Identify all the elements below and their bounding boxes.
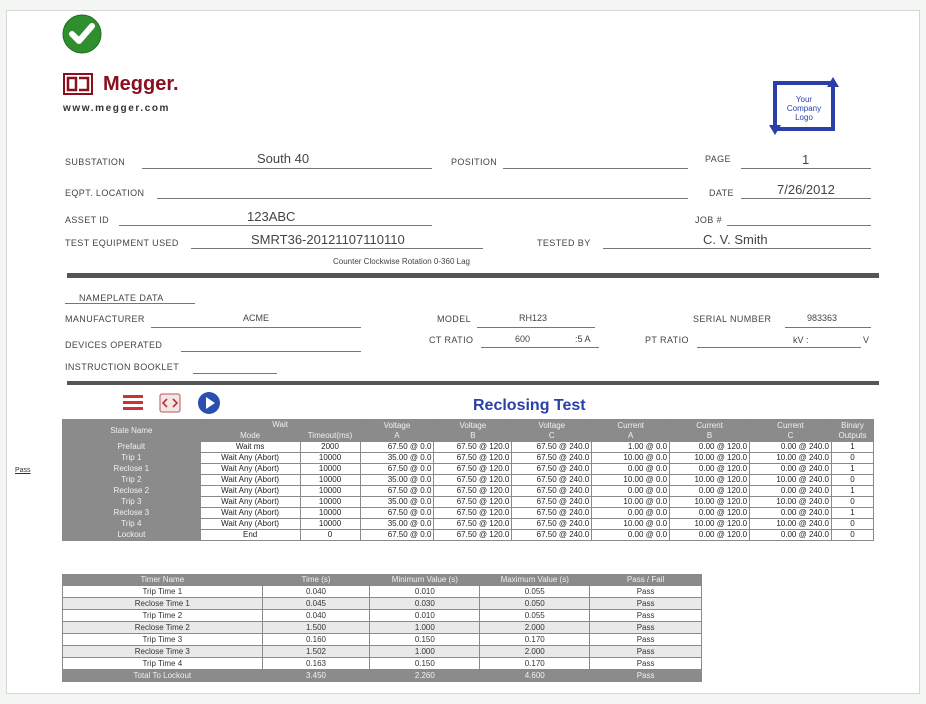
test-row (63, 497, 874, 508)
nameplate-underline (65, 303, 195, 304)
timer-row (63, 634, 702, 646)
model-value: RH123 (519, 313, 548, 323)
ct-underline (481, 347, 599, 348)
current-c-cell: 10.00 @ 240.0 (750, 475, 832, 486)
voltage-b-cell: 67.50 @ 120.0 (434, 475, 512, 486)
timeout-cell: 10000 (300, 497, 360, 508)
min-value-cell: 0.150 (370, 634, 480, 646)
voltage-b-cell: 67.50 @ 120.0 (434, 464, 512, 475)
current-c-cell: 0.00 @ 240.0 (750, 508, 832, 519)
voltage-a-cell: 67.50 @ 0.0 (360, 464, 434, 475)
test-row (63, 530, 874, 541)
voltage-b-cell: 67.50 @ 120.0 (434, 442, 512, 453)
binary-outputs-header: Binary Outputs (831, 420, 873, 442)
current-b-cell: 0.00 @ 120.0 (670, 486, 750, 497)
devices-underline (181, 351, 361, 352)
timer-name-cell: Trip Time 4 (63, 658, 263, 670)
test-row (63, 442, 874, 453)
min-value-header: Minimum Value (s) (370, 575, 480, 586)
pt-ratio-v: V (863, 335, 870, 345)
test-row (63, 519, 874, 530)
voltage-b-header: Voltage B (434, 420, 512, 442)
min-value-cell: 1.000 (370, 646, 480, 658)
pass-fail-cell: Pass (590, 610, 702, 622)
tested-by-label: TESTED BY (537, 238, 591, 248)
wait-mode-cell: Wait Any (Abort) (200, 464, 300, 475)
binary-output-cell: 1 (831, 464, 873, 475)
job-underline (727, 225, 871, 226)
test-row (63, 464, 874, 475)
timeout-cell: 2000 (300, 442, 360, 453)
current-c-cell: 10.00 @ 240.0 (750, 453, 832, 464)
reclosing-test-table (62, 419, 874, 541)
voltage-b-cell: 67.50 @ 120.0 (434, 530, 512, 541)
voltage-c-cell: 67.50 @ 240.0 (512, 442, 592, 453)
test-row (63, 453, 874, 464)
wait-mode-cell: End (200, 530, 300, 541)
manufacturer-value: ACME (243, 313, 270, 323)
timeout-cell: 10000 (300, 519, 360, 530)
test-row (63, 475, 874, 486)
current-a-header: Current A (592, 420, 670, 442)
timer-row (63, 658, 702, 670)
current-b-header: Current B (670, 420, 750, 442)
pass-fail-cell: Pass (590, 586, 702, 598)
voltage-b-cell: 67.50 @ 120.0 (434, 519, 512, 530)
brand-name: Megger. (103, 73, 179, 95)
test-equipment-label: TEST EQUIPMENT USED (65, 238, 179, 248)
company-logo-line-1: Your (795, 95, 813, 104)
serial-underline (785, 327, 871, 328)
devices-operated-label: DEVICES OPERATED (65, 340, 163, 350)
current-b-cell: 10.00 @ 120.0 (670, 519, 750, 530)
wait-header: Wait (200, 420, 360, 431)
eqpt-location-label: EQPT. LOCATION (65, 188, 145, 198)
voltage-c-cell: 67.50 @ 240.0 (512, 464, 592, 475)
wait-mode-cell: Wait Any (Abort) (200, 519, 300, 530)
code-icon[interactable] (159, 393, 181, 413)
voltage-a-cell: 67.50 @ 0.0 (360, 442, 434, 453)
pt-ratio-unit: kV : (793, 335, 809, 345)
voltage-a-cell: 35.00 @ 0.0 (360, 453, 434, 464)
voltage-a-cell: 67.50 @ 0.0 (360, 486, 434, 497)
page-label: PAGE (705, 154, 731, 164)
wait-mode-cell: Wait ms (200, 442, 300, 453)
max-value-cell: 0.170 (480, 658, 590, 670)
timer-row (63, 646, 702, 658)
pass-fail-cell: Pass (590, 658, 702, 670)
page-underline (741, 168, 871, 169)
voltage-c-cell: 67.50 @ 240.0 (512, 519, 592, 530)
pt-ratio-label: PT RATIO (645, 335, 689, 345)
state-name-cell: Trip 4 (63, 519, 201, 530)
mode-header: Mode (200, 431, 300, 442)
timer-name-cell: Reclose Time 3 (63, 646, 263, 658)
min-value-cell: 0.030 (370, 598, 480, 610)
max-value-cell: 4.600 (480, 670, 590, 682)
max-value-cell: 0.050 (480, 598, 590, 610)
timeout-cell: 0 (300, 530, 360, 541)
divider-bar-2 (67, 381, 879, 385)
voltage-c-cell: 67.50 @ 240.0 (512, 530, 592, 541)
current-b-cell: 10.00 @ 120.0 (670, 453, 750, 464)
pass-fail-cell: Pass (590, 622, 702, 634)
date-label: DATE (709, 188, 734, 198)
current-b-cell: 0.00 @ 120.0 (670, 442, 750, 453)
min-value-cell: 0.010 (370, 586, 480, 598)
check-circle-icon (61, 13, 103, 55)
substation-label: SUBSTATION (65, 157, 126, 167)
job-label: JOB # (695, 215, 723, 225)
current-c-cell: 0.00 @ 240.0 (750, 464, 832, 475)
timer-row (63, 610, 702, 622)
current-c-cell: 0.00 @ 240.0 (750, 486, 832, 497)
timeout-cell: 10000 (300, 486, 360, 497)
voltage-a-cell: 35.00 @ 0.0 (360, 475, 434, 486)
current-a-cell: 0.00 @ 0.0 (592, 486, 670, 497)
model-underline (477, 327, 595, 328)
brand-url: www.megger.com (63, 103, 171, 114)
position-label: POSITION (451, 157, 498, 167)
time-cell: 1.500 (262, 622, 370, 634)
state-name-cell: Reclose 2 (63, 486, 201, 497)
eqpt-underline (157, 198, 688, 199)
state-name-cell: Reclose 3 (63, 508, 201, 519)
time-cell: 0.040 (262, 610, 370, 622)
pass-fail-cell: Pass (590, 646, 702, 658)
voltage-b-cell: 67.50 @ 120.0 (434, 453, 512, 464)
min-value-cell: 1.000 (370, 622, 480, 634)
current-a-cell: 10.00 @ 0.0 (592, 453, 670, 464)
voltage-a-cell: 67.50 @ 0.0 (360, 530, 434, 541)
voltage-c-header: Voltage C (512, 420, 592, 442)
current-c-header: Current C (750, 420, 832, 442)
voltage-a-cell: 35.00 @ 0.0 (360, 497, 434, 508)
timer-row (63, 598, 702, 610)
time-header: Time (s) (262, 575, 370, 586)
min-value-cell: 0.010 (370, 610, 480, 622)
report-page (6, 10, 920, 694)
tested-by-value: C. V. Smith (703, 232, 768, 247)
serial-label: SERIAL NUMBER (693, 314, 772, 324)
timer-name-cell: Reclose Time 2 (63, 622, 263, 634)
substation-underline (142, 168, 432, 169)
state-name-cell: Prefault (63, 442, 201, 453)
booklet-underline (193, 373, 277, 374)
voltage-b-cell: 67.50 @ 120.0 (434, 486, 512, 497)
voltage-a-cell: 35.00 @ 0.0 (360, 519, 434, 530)
current-b-cell: 10.00 @ 120.0 (670, 497, 750, 508)
company-logo (769, 77, 839, 135)
state-name-header: State Name (63, 420, 201, 442)
pt-underline (697, 347, 861, 348)
timeout-cell: 10000 (300, 453, 360, 464)
pass-fail-cell: Pass (590, 634, 702, 646)
list-icon[interactable] (123, 393, 143, 413)
test-title: Reclosing Test (473, 397, 586, 414)
current-a-cell: 0.00 @ 0.0 (592, 464, 670, 475)
pass-fail-header: Pass / Fail (590, 575, 702, 586)
megger-logo-icon (63, 71, 95, 97)
serial-value: 983363 (807, 313, 838, 323)
timer-name-cell: Total To Lockout (63, 670, 263, 682)
current-c-cell: 0.00 @ 240.0 (750, 530, 832, 541)
nameplate-title: NAMEPLATE DATA (79, 293, 164, 303)
current-a-cell: 1.00 @ 0.0 (592, 442, 670, 453)
pass-fail-cell: Pass (590, 598, 702, 610)
time-cell: 0.163 (262, 658, 370, 670)
timer-header-row (63, 575, 702, 586)
date-underline (741, 198, 871, 199)
divider-bar (67, 273, 879, 278)
timer-name-cell: Trip Time 1 (63, 586, 263, 598)
binary-output-cell: 1 (831, 508, 873, 519)
model-label: MODEL (437, 314, 472, 324)
asset-id-value: 123ABC (247, 209, 296, 224)
play-icon[interactable] (197, 391, 221, 415)
time-cell: 3.450 (262, 670, 370, 682)
max-value-cell: 0.055 (480, 610, 590, 622)
current-b-cell: 0.00 @ 120.0 (670, 464, 750, 475)
binary-output-cell: 0 (831, 519, 873, 530)
wait-mode-cell: Wait Any (Abort) (200, 486, 300, 497)
binary-output-cell: 0 (831, 497, 873, 508)
page-value: 1 (802, 152, 810, 167)
test-equipment-value: SMRT36-20121107110110 (251, 232, 405, 247)
side-pass-label: Pass (15, 467, 31, 474)
timeout-cell: 10000 (300, 475, 360, 486)
timer-row (63, 622, 702, 634)
voltage-b-cell: 67.50 @ 120.0 (434, 497, 512, 508)
binary-output-cell: 0 (831, 530, 873, 541)
timer-row (63, 670, 702, 682)
timer-name-cell: Trip Time 3 (63, 634, 263, 646)
wait-mode-cell: Wait Any (Abort) (200, 497, 300, 508)
ct-ratio-label: CT RATIO (429, 335, 474, 345)
time-cell: 0.160 (262, 634, 370, 646)
current-c-cell: 10.00 @ 240.0 (750, 497, 832, 508)
voltage-a-header: Voltage A (360, 420, 434, 442)
time-cell: 0.040 (262, 586, 370, 598)
voltage-c-cell: 67.50 @ 240.0 (512, 497, 592, 508)
binary-output-cell: 1 (831, 442, 873, 453)
timer-name-cell: Reclose Time 1 (63, 598, 263, 610)
test-eq-underline (191, 248, 483, 249)
wait-mode-cell: Wait Any (Abort) (200, 475, 300, 486)
wait-mode-cell: Wait Any (Abort) (200, 508, 300, 519)
current-c-cell: 0.00 @ 240.0 (750, 442, 832, 453)
voltage-a-cell: 67.50 @ 0.0 (360, 508, 434, 519)
max-value-cell: 2.000 (480, 622, 590, 634)
test-row (63, 486, 874, 497)
max-value-cell: 0.055 (480, 586, 590, 598)
tested-by-underline (603, 248, 871, 249)
current-b-cell: 10.00 @ 120.0 (670, 475, 750, 486)
min-value-cell: 0.150 (370, 658, 480, 670)
min-value-cell: 2.260 (370, 670, 480, 682)
current-a-cell: 0.00 @ 0.0 (592, 530, 670, 541)
time-cell: 0.045 (262, 598, 370, 610)
timeout-cell: 10000 (300, 508, 360, 519)
state-name-cell: Reclose 1 (63, 464, 201, 475)
timer-results-table (62, 574, 702, 682)
instruction-booklet-label: INSTRUCTION BOOKLET (65, 362, 180, 372)
ct-ratio-unit: :5 A (575, 334, 591, 344)
pass-fail-cell: Pass (590, 670, 702, 682)
manufacturer-underline (151, 327, 361, 328)
current-a-cell: 0.00 @ 0.0 (592, 508, 670, 519)
max-value-cell: 2.000 (480, 646, 590, 658)
voltage-c-cell: 67.50 @ 240.0 (512, 453, 592, 464)
timer-row (63, 586, 702, 598)
date-value: 7/26/2012 (777, 182, 835, 197)
position-underline (503, 168, 688, 169)
rotation-note: Counter Clockwise Rotation 0-360 Lag (333, 257, 470, 266)
test-row (63, 508, 874, 519)
voltage-c-cell: 67.50 @ 240.0 (512, 508, 592, 519)
state-name-cell: Trip 2 (63, 475, 201, 486)
timeout-cell: 10000 (300, 464, 360, 475)
binary-output-cell: 0 (831, 453, 873, 464)
timer-name-header: Timer Name (63, 575, 263, 586)
binary-output-cell: 1 (831, 486, 873, 497)
voltage-b-cell: 67.50 @ 120.0 (434, 508, 512, 519)
substation-value: South 40 (257, 151, 310, 166)
state-name-cell: Lockout (63, 530, 201, 541)
current-c-cell: 10.00 @ 240.0 (750, 519, 832, 530)
test-header-row (63, 420, 874, 431)
current-a-cell: 10.00 @ 0.0 (592, 475, 670, 486)
binary-output-cell: 0 (831, 475, 873, 486)
state-name-cell: Trip 1 (63, 453, 201, 464)
asset-id-label: ASSET ID (65, 215, 110, 225)
ct-ratio-value: 600 (515, 334, 531, 344)
voltage-c-cell: 67.50 @ 240.0 (512, 486, 592, 497)
company-logo-line-3: Logo (795, 113, 813, 122)
timer-name-cell: Trip Time 2 (63, 610, 263, 622)
timeout-header: Timeout(ms) (300, 431, 360, 442)
current-b-cell: 0.00 @ 120.0 (670, 530, 750, 541)
wait-mode-cell: Wait Any (Abort) (200, 453, 300, 464)
max-value-cell: 0.170 (480, 634, 590, 646)
current-a-cell: 10.00 @ 0.0 (592, 519, 670, 530)
current-b-cell: 0.00 @ 120.0 (670, 508, 750, 519)
manufacturer-label: MANUFACTURER (65, 314, 145, 324)
company-logo-line-2: Company (786, 104, 822, 113)
state-name-cell: Trip 3 (63, 497, 201, 508)
max-value-header: Maximum Value (s) (480, 575, 590, 586)
time-cell: 1.502 (262, 646, 370, 658)
current-a-cell: 10.00 @ 0.0 (592, 497, 670, 508)
asset-underline (119, 225, 432, 226)
voltage-c-cell: 67.50 @ 240.0 (512, 475, 592, 486)
